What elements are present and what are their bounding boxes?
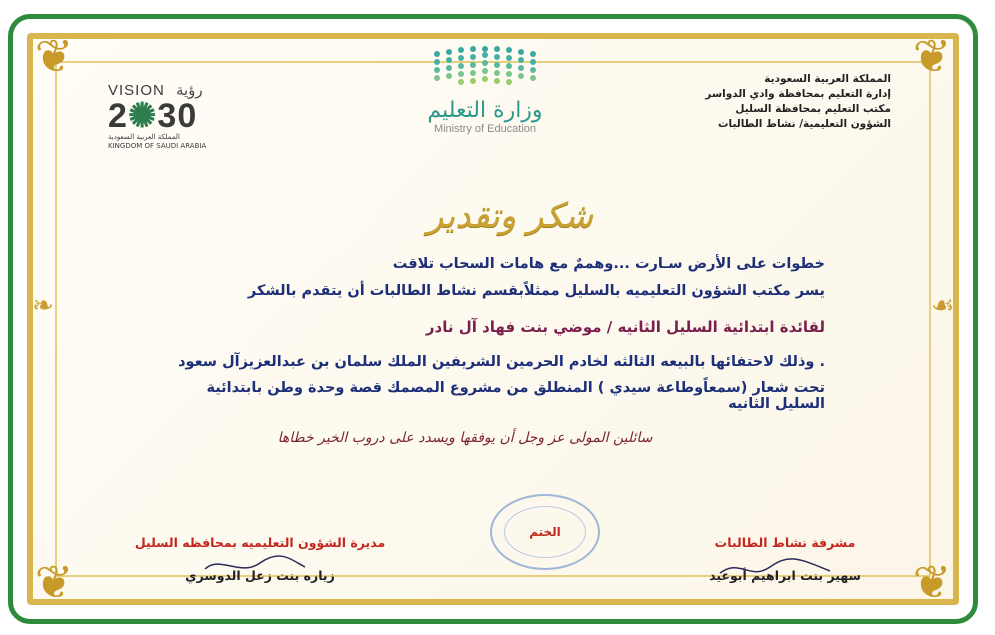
ministry-dot: [458, 63, 464, 69]
corner-ornament-icon: ❦: [912, 29, 952, 83]
ministry-dot: [458, 47, 464, 53]
ministry-of-education-logo: [400, 46, 570, 156]
body-line-2: يسر مكتب الشؤون التعليميه بالسليل ممثلاًبقسم نشاط الطالبات أن يتقدم بالشكر: [247, 283, 825, 299]
vision-sub-en: KINGDOM OF SAUDI ARABIA: [108, 142, 207, 150]
ministry-dot: [530, 67, 536, 73]
header-line: المملكة العربية السعودية: [764, 73, 891, 85]
ministry-dot: [446, 49, 452, 55]
ministry-dot: [470, 54, 476, 60]
signatory-name: زياره بنت زعل الدوسري: [185, 568, 335, 583]
ministry-dot: [482, 68, 488, 74]
official-stamp: [490, 494, 600, 570]
header-line: إدارة التعليم بمحافظة وادي الدواسر: [705, 88, 891, 100]
vision-2030-logo: [108, 80, 228, 156]
header-line: مكتب التعليم بمحافظة السليل: [735, 103, 891, 115]
body-line-5: تحت شعار (سمعاًوطاعة سيدي ) المنطلق من مشروع المصمك قصة وحدة وطن بابتدائية السليل الثانيه: [206, 380, 825, 412]
ministry-name-en: Ministry of Education: [433, 123, 537, 135]
ministry-dot: [458, 55, 464, 61]
ministry-dot: [470, 78, 476, 84]
body-line-4: . وذلك لاحتفائها بالبيعه الثالثه لخادم الحرمين الشريفين الملك سلمان بن عبدالعزيزآل سعود: [178, 354, 825, 370]
ministry-dot: [494, 70, 500, 76]
vision-label-ar: رؤية: [175, 81, 203, 99]
ministry-dot: [506, 63, 512, 69]
vision-year: 2✺30: [108, 97, 198, 135]
ministry-dot: [470, 46, 476, 52]
side-ornament-icon: ❧: [32, 291, 54, 321]
ministry-dot: [530, 59, 536, 65]
signature-block-right: [675, 535, 895, 583]
header-organization: [661, 72, 891, 132]
ministry-dot: [434, 59, 440, 65]
signatory-role: مشرفة نشاط الطالبات: [714, 535, 856, 550]
ministry-dot: [494, 62, 500, 68]
ministry-dot: [518, 57, 524, 63]
ministry-dot: [506, 79, 512, 85]
ministry-dot: [482, 52, 488, 58]
ministry-dot: [518, 65, 524, 71]
ministry-dot: [494, 54, 500, 60]
recipient-line: لقائدة ابتدائية السليل الثانيه / موضي بنت فهاد آل نادر: [425, 318, 825, 336]
ministry-dot: [494, 78, 500, 84]
corner-ornament-icon: ❦: [912, 555, 952, 609]
ministry-dot: [518, 73, 524, 79]
ministry-dot: [470, 70, 476, 76]
ministry-dot: [470, 62, 476, 68]
corner-ornament-icon: ❦: [34, 555, 74, 609]
ministry-name-ar: وزارة التعليم: [427, 98, 543, 123]
signature-scribble-icon: [200, 551, 310, 579]
vision-sub-ar: المملكة العربية السعودية: [108, 133, 180, 141]
vision-emblem-icon: ✺: [127, 97, 158, 135]
header-line: الشؤون التعليمية/ نشاط الطالبات: [717, 118, 891, 130]
prayer-line: سائلين المولى عز وجل أن يوفقها ويسدد على دروب الخير خطاها: [277, 430, 653, 446]
ministry-dot: [482, 76, 488, 82]
ministry-dot: [506, 71, 512, 77]
body-line-1: خطوات على الأرض سـارت ...وهممٌ مع هامات السحاب تلاقت: [392, 256, 825, 272]
ministry-dot: [458, 71, 464, 77]
ministry-dot: [446, 57, 452, 63]
ministry-dot: [446, 73, 452, 79]
signature-scribble-icon: [715, 553, 835, 583]
ministry-dots-icon: [430, 46, 540, 90]
signatory-name: سهير بنت ابراهيم أبوعيد: [709, 568, 861, 583]
corner-ornament-icon: ❦: [34, 29, 74, 83]
signatory-role: مديرة الشؤون التعليميه بمحافظه السليل: [134, 535, 386, 550]
ministry-dot: [434, 75, 440, 81]
certificate-title: شكر وتقدير: [427, 196, 593, 236]
ministry-dot: [506, 47, 512, 53]
ministry-dot: [506, 55, 512, 61]
stamp-label: الختم: [529, 525, 561, 539]
ministry-dot: [446, 65, 452, 71]
ministry-dot: [434, 67, 440, 73]
side-ornament-icon: ☙: [931, 291, 955, 321]
ministry-dot: [494, 46, 500, 52]
ministry-dot: [458, 79, 464, 85]
ministry-dot: [518, 49, 524, 55]
ministry-dot: [530, 51, 536, 57]
ministry-dot: [482, 60, 488, 66]
vision-label-en: VISION: [108, 82, 165, 99]
ministry-dot: [530, 75, 536, 81]
ministry-dot: [434, 51, 440, 57]
signature-block-left: [130, 535, 390, 583]
